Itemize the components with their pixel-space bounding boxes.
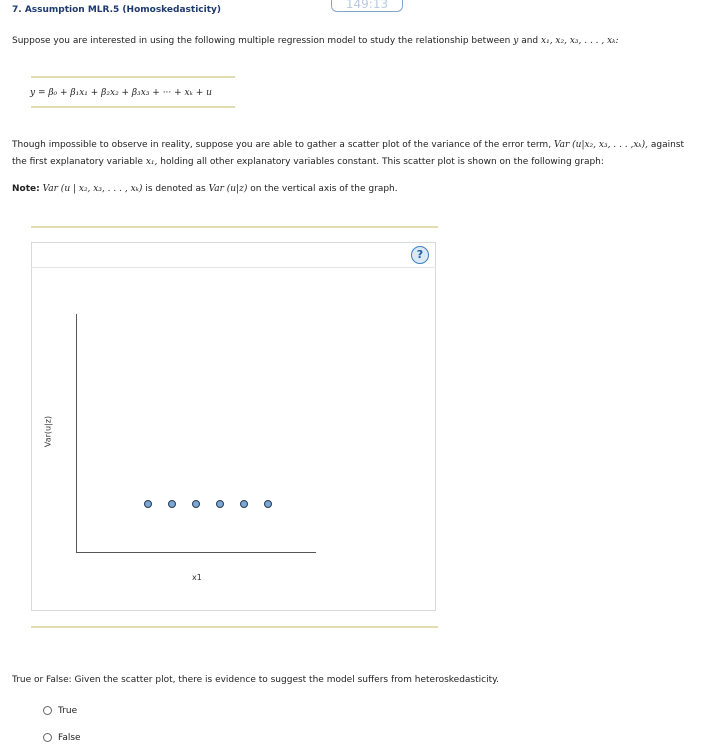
para-text: Though impossible to observe in reality, suppose you are able to gather a scatter plot of the variance of the error term, <box>12 140 552 150</box>
graph-panel <box>31 242 436 611</box>
paragraph-line-1 <box>12 140 684 150</box>
graph-top-rule <box>31 226 438 228</box>
intro-and: and <box>521 36 539 46</box>
option-false-label[interactable]: False <box>58 733 81 743</box>
intro-text <box>12 36 619 46</box>
y-axis <box>76 314 77 552</box>
para-text: holding all other explanatory variables constant. This scatter plot is shown on the following graph: <box>160 157 604 167</box>
para-math-var: Var (u|x₂, x₃, . . . ,xₖ), <box>553 140 649 150</box>
para-math-x1: x₁, <box>145 157 158 167</box>
intro-sentence: Suppose you are interested in using the following multiple regression model to study the relationship between <box>12 36 511 46</box>
note-math-1: Var (u | x₂, x₃, . . . , xₖ) <box>42 184 143 194</box>
graph-bottom-rule <box>31 626 438 628</box>
regression-equation: y = β₀ + β₁x₁ + β₂x₂ + β₃x₃ + ··· + xₖ + u <box>30 88 212 98</box>
para-text-against: against <box>650 140 685 150</box>
paragraph-line-2 <box>12 157 604 167</box>
timer: 149:13 <box>331 0 403 12</box>
x-axis-label: x1 <box>192 573 202 582</box>
para-text: the first explanatory variable <box>12 157 143 167</box>
intro-var-y: y <box>513 36 519 46</box>
option-true-label[interactable]: True <box>58 706 78 716</box>
y-axis-label: Var(u|z) <box>43 415 53 448</box>
question-title: 7. Assumption MLR.5 (Homoskedasticity) <box>12 5 221 15</box>
note-math-2: Var (u|z) <box>208 184 248 194</box>
note-text-end: on the vertical axis of the graph. <box>250 184 398 194</box>
x-axis <box>76 552 316 553</box>
equation-top-rule <box>31 76 235 78</box>
radio-false[interactable] <box>43 733 52 742</box>
note <box>12 184 398 194</box>
equation-bottom-rule <box>31 106 235 108</box>
question-prompt: True or False: Given the scatter plot, there is evidence to suggest the model suffers from heteroskedasticity. <box>12 675 500 685</box>
help-icon[interactable]: ? <box>411 246 429 264</box>
intro-vars-x: x₁, x₂, x₃, . . . , xₖ: <box>541 36 619 46</box>
note-label: Note: <box>12 184 40 194</box>
radio-true[interactable] <box>43 706 52 715</box>
graph-panel-header-divider <box>31 267 436 268</box>
note-text: is denoted as <box>145 184 206 194</box>
